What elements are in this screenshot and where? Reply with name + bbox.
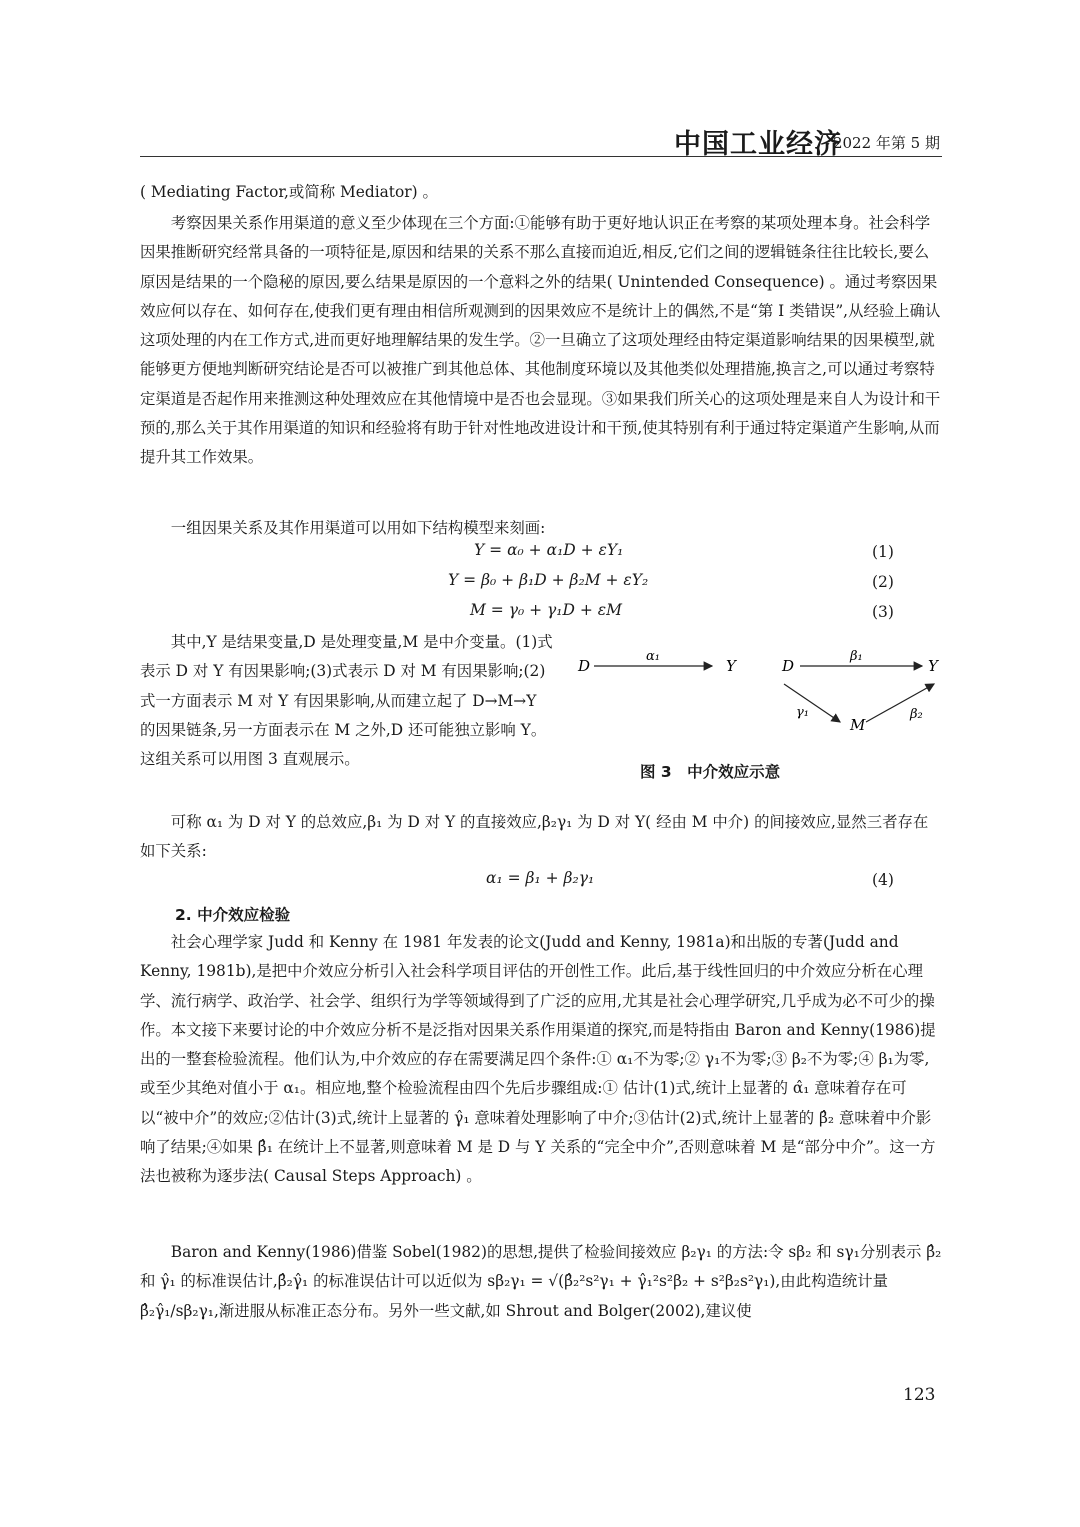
equation-1-number: (1) (872, 543, 894, 561)
d-to-m-arrow (784, 684, 840, 722)
journal-title: 中国工业经济 (674, 129, 842, 160)
figure-caption: 图 3 中介效应示意 (640, 763, 781, 781)
paragraph-2: 一组因果关系及其作用渠道可以用如下结构模型来刻画: (170, 519, 546, 537)
m-node: M (850, 716, 866, 734)
right-y-node: Y (928, 657, 938, 675)
beta2-label: β₂ (910, 707, 923, 722)
left-y-node: Y (726, 657, 736, 675)
equation-1: Y = α₀ + α₁D + εY₁ (474, 541, 624, 559)
gamma1-label: γ₁ (796, 705, 809, 720)
equation-2: Y = β₀ + β₁D + β₂M + εY₂ (448, 571, 649, 589)
equation-4: α₁ = β₁ + β₂γ₁ (486, 869, 595, 887)
alpha1-label: α₁ (646, 649, 660, 664)
paragraph-1: 考察因果关系作用渠道的意义至少体现在三个方面:①能够有助于更好地认识正在考察的某项处理本身。社会科学因果推断研究经常具备的一项特征是,原因和结果的关系不那么直接而迫近,相反,它们之间的逻辑链条往往比较长,要么原因是结果的一个隐秘的原因,要么结果是原因的一个意料之外的结果( Unintended Consequence) 。通过考察因果效应何以存在、如何存在,使我们更有理由相信所观测到的因果效应不是统计上的偶然,不是“第 I 类错误”,从经验上确认这项处理的内在工作方式,进而更好地理解结果的发生学。②一旦确立了这项处理经由特定渠道影响结果的因果模型,就能够更方便地判断研究结论是否可以被推广到其他总体、其他制度环境以及其他类似处理措施,换言之,可以通过考察特定渠道是否起作用来推测这种处理效应在其他情境中是否也会显现。③如果我们所关心的这项处理是来自人为设计和干预的,那么关于其作用渠道的知识和经验将有助于针对性地改进设计和干预,使其特别有利于通过特定渠道产生影响,从而提升其工作效果。 (140, 214, 941, 467)
paragraph-5: 社会心理学家 Judd 和 Kenny 在 1981 年发表的论文(Judd and Kenny, 1981a)和出版的专著(Judd and Kenny, 1981b),是把中介效应分析引入社会科学项目评估的开创性工作。此后,基于线性回归的中介效应分析在心理学、流行病学、政治学、社会学、组织行为学等领域得到了广泛的应用,尤其是社会心理学研究,几乎成为必不可少的操作。本文接下来要讨论的中介效应分析不是泛指对因果关系作用渠道的探究,而是特指由 Baron and Kenny(1986)提出的一整套检验流程。他们认为,中介效应的存在需要满足四个条件:① α₁不为零;② γ₁不为零;③ β₂不为零;④ β₁为零,或至少其绝对值小于 α₁。相应地,整个检验流程由四个先后步骤组成:① 估计(1)式,统计上显著的 α̂₁ 意味着存在可以“被中介”的效应;②估计(3)式,统计上显著的 γ̂₁ 意味着处理影响了中介;③估计(2)式,统计上显著的 β̂₂ 意味着中介影响了结果;④如果 β̂₁ 在统计上不显著,则意味着 M 是 D 与 Y 关系的“完全中介”,否则意味着 M 是“部分中介”。这一方法也被称为逐步法( Causal Steps Approach) 。 (140, 933, 936, 1186)
equation-2-number: (2) (872, 573, 894, 591)
equation-3-number: (3) (872, 603, 894, 621)
page-number: 123 (903, 1385, 936, 1405)
paragraph-4: 可称 α₁ 为 D 对 Y 的总效应,β₁ 为 D 对 Y 的直接效应,β₂γ₁ 为 D 对 Y( 经由 M 中介) 的间接效应,显然三者存在如下关系: (140, 813, 929, 861)
left-d-node: D (578, 657, 591, 675)
equation-3: M = γ₀ + γ₁D + εM (470, 601, 622, 619)
issue-label: 2022 年第 5 期 (832, 134, 940, 152)
right-d-node: D (782, 657, 795, 675)
paragraph-6: Baron and Kenny(1986)借鉴 Sobel(1982)的思想,提供了检验间接效应 β₂γ₁ 的方法:令 sβ₂ 和 sγ₁分别表示 β̂₂ 和 γ̂₁ 的标准误估计,β̂₂γ̂₁ 的标准误估计可以近似为 sβ₂γ₁ = √(β̂₂²s²γ₁ + γ̂₁²s²β₂ + s²β₂s²γ₁),由此构造统计量 β̂₂γ̂₁/sβ₂γ₁,渐进服从标准正态分布。另外一些文献,如 Shrout and Bolger(2002),建议使 (140, 1243, 942, 1320)
beta1-label: β₁ (850, 649, 863, 664)
equation-4-number: (4) (872, 871, 894, 889)
section-heading: 2. 中介效应检验 (175, 906, 291, 924)
mediation-diagram (570, 640, 950, 752)
header-rule (140, 156, 942, 157)
m-to-y-arrow (866, 684, 934, 722)
paragraph-3: 其中,Y 是结果变量,D 是处理变量,M 是中介变量。(1)式表示 D 对 Y 有因果影响;(3)式表示 D 对 M 有因果影响;(2)式一方面表示 M 对 Y 有因果影响,从而建立起了 D→M→Y 的因果链条,另一方面表示在 M 之外,D 还可能独立影响 Y。这组关系可以用图 3 直观展示。 (140, 633, 553, 769)
paragraph-0: ( Mediating Factor,或简称 Mediator) 。 (140, 183, 438, 201)
